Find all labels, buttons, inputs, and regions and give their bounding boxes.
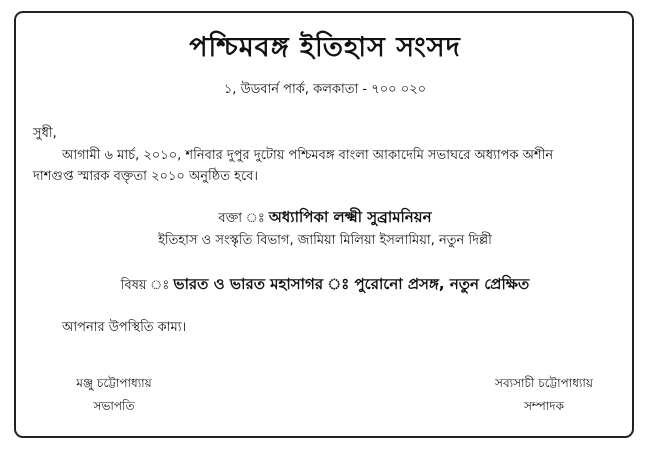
society-title: পশ্চিমবঙ্গ ইতিহাস সংসদ <box>189 32 461 63</box>
salutation: সুধী, <box>33 126 57 141</box>
topic-line <box>0 273 650 298</box>
announcement-line-1: আগামী ৬ মার্চ, ২০১০, শনিবার দুপুর দুটোয় পশ্চিমবঙ্গ বাংলা আকাদেমি সভাঘরে অধ্যাপক অশীন <box>62 148 554 163</box>
closing-line: আপনার উপস্থিতি কাম্য। <box>62 320 187 335</box>
signatory-name: মঞ্জু চট্টোপাধ্যায় <box>76 376 152 390</box>
signatory-name: সব্যসাচী চট্টোপাধ্যায় <box>495 376 593 390</box>
speaker-label: বক্তা ঃ <box>218 211 265 226</box>
topic-text: ভারত ও ভারত মহাসাগর ঃ পুরোনো প্রসঙ্গ, নতুন প্রেক্ষিত <box>173 275 530 293</box>
speaker-name: অধ্যাপিকা লক্ষ্মী সুব্রামনিয়ন <box>268 208 432 226</box>
speaker-line <box>0 206 650 231</box>
speaker-affiliation: ইতিহাস ও সংস্কৃতি বিভাগ, জামিয়া মিলিয়া ইসলামিয়া, নতুন দিল্লী <box>158 233 492 248</box>
signature-president <box>44 372 184 418</box>
society-address: ১, উডবার্ন পার্ক, কলকাতা - ৭০০ ০২০ <box>223 82 427 97</box>
topic-label: বিষয় ঃ <box>120 278 170 293</box>
signature-secretary <box>464 372 624 418</box>
announcement-line-2: দাশগুপ্ত স্মারক বক্তৃতা ২০১০ অনুষ্ঠিত হবে। <box>33 169 259 184</box>
signatory-role: সভাপতি <box>93 399 135 413</box>
signatory-role: সম্পাদক <box>523 399 564 413</box>
